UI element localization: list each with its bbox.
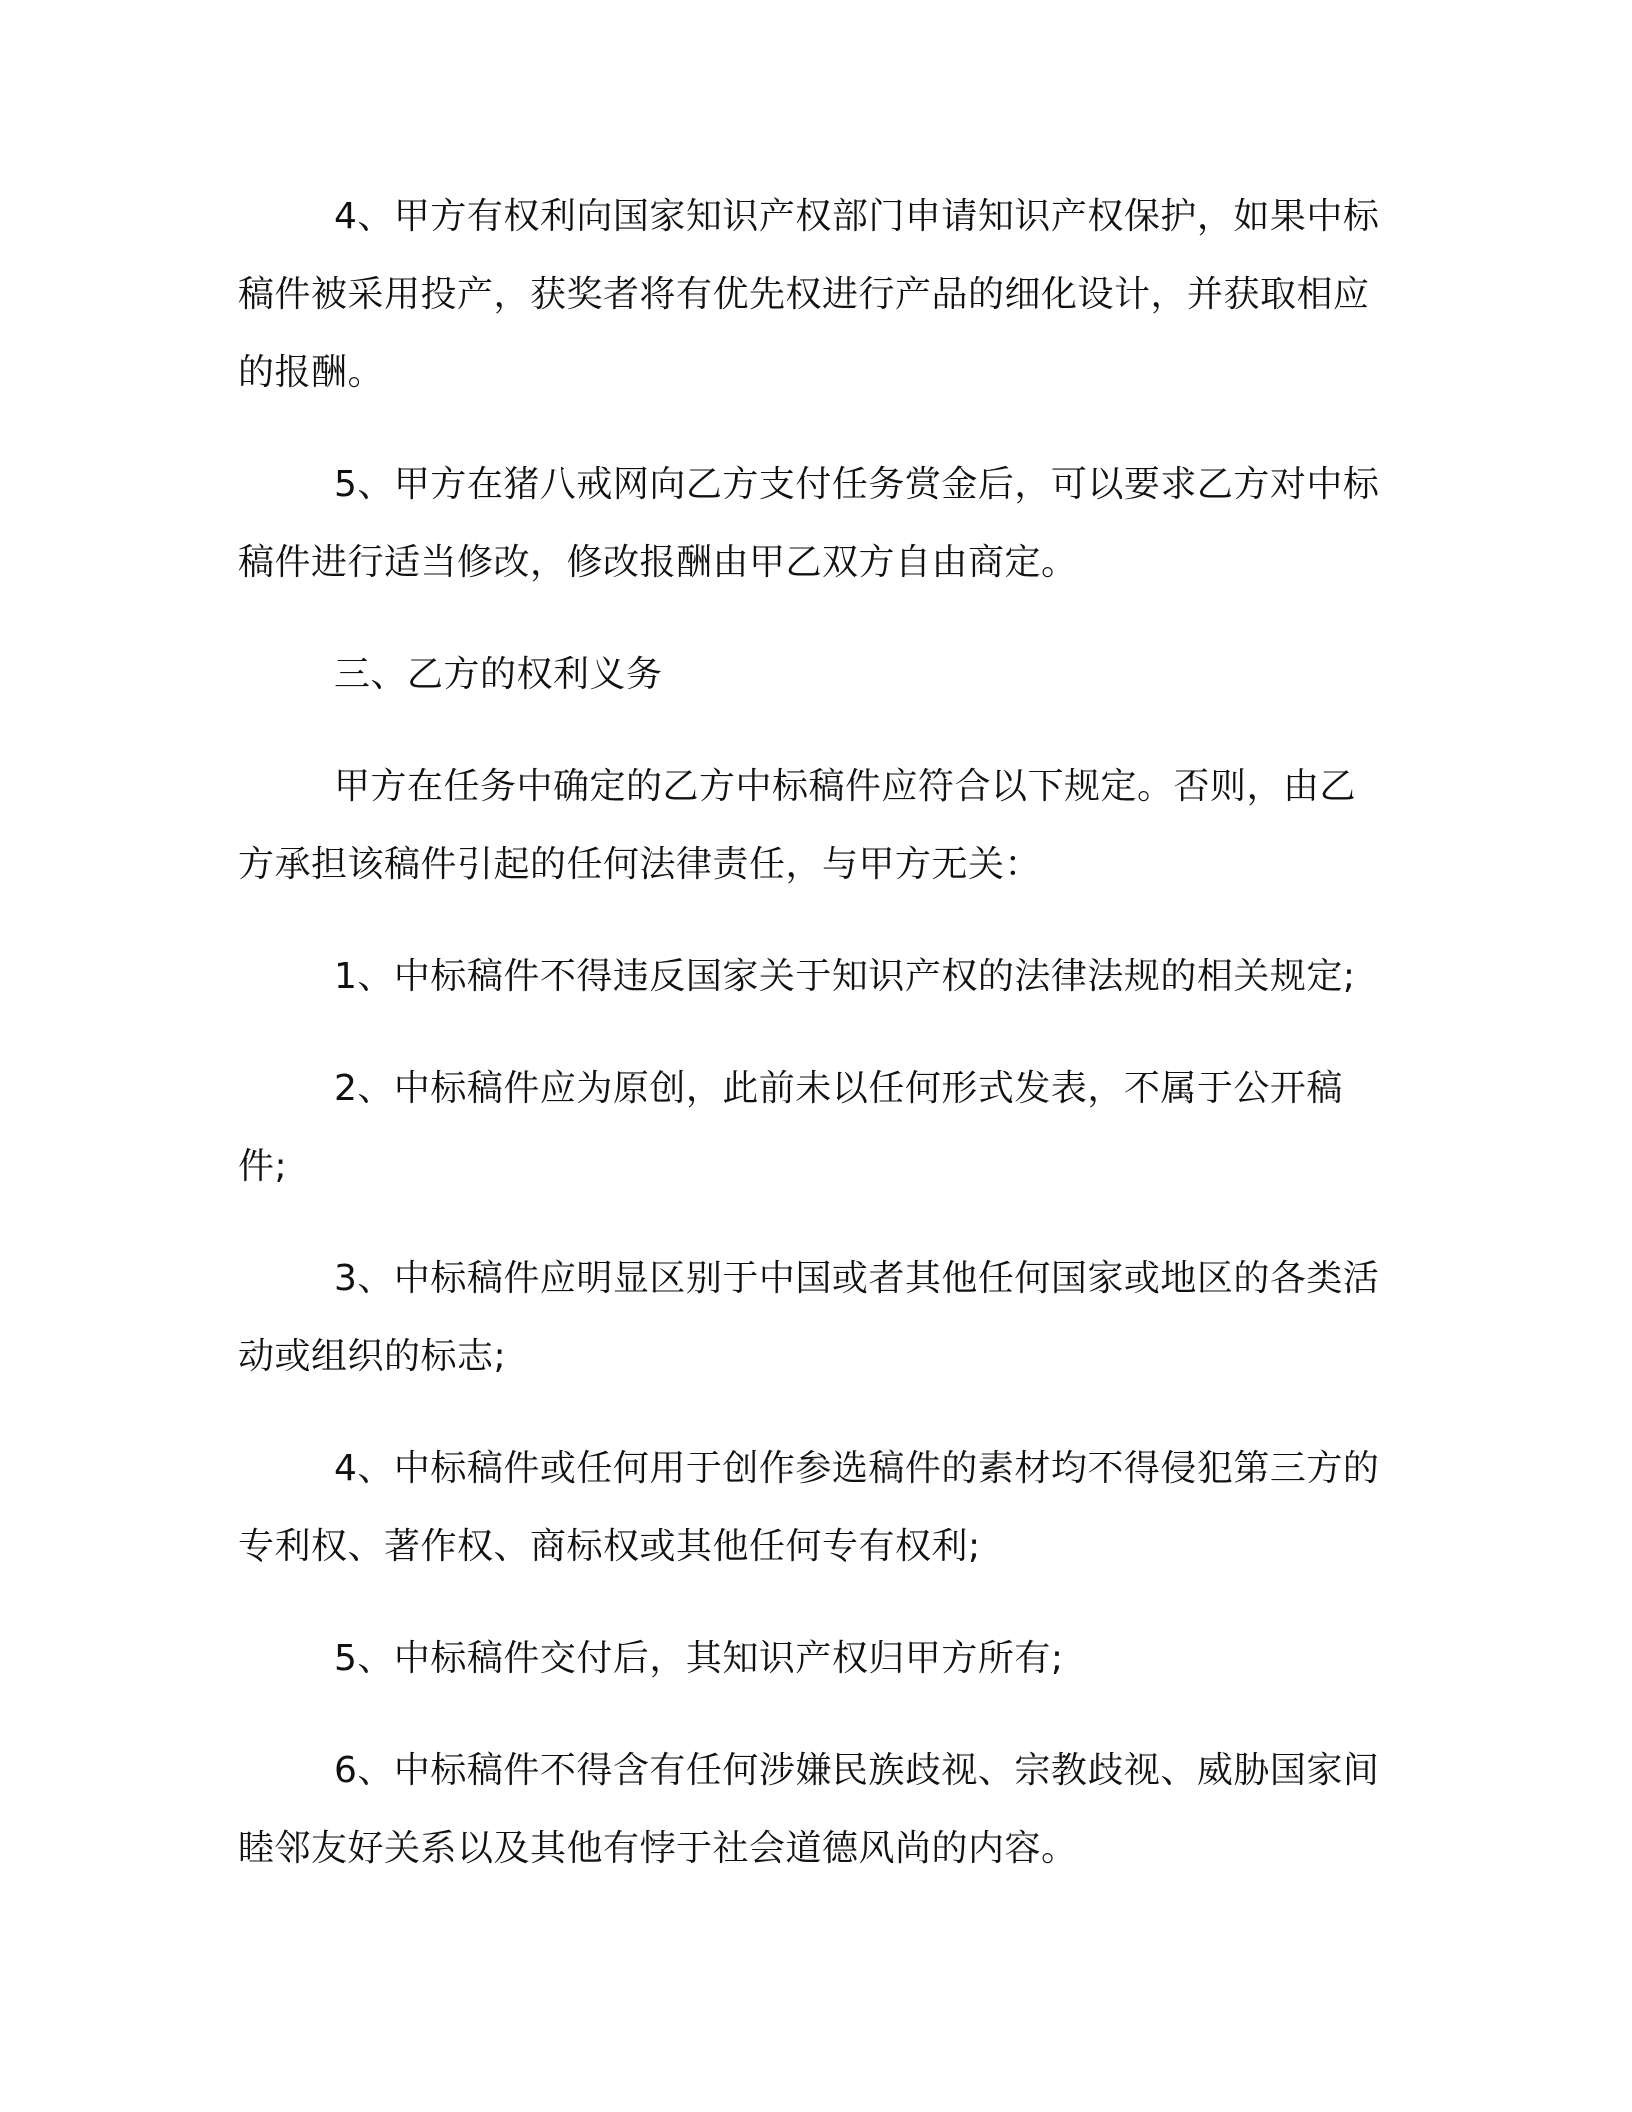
list-item-6: 6、中标稿件不得含有任何涉嫌民族歧视、宗教歧视、威胁国家间睦邻友好关系以及其他有悖于社会道德风尚的内容。 [238, 1750, 1380, 1869]
section-heading-party-b-rights: 三、乙方的权利义务 [334, 654, 663, 695]
list-item-3: 3、中标稿件应明显区别于中国或者其他任何国家或地区的各类活动或组织的标志; [238, 1258, 1380, 1377]
list-item-5: 5、中标稿件交付后，其知识产权归甲方所有; [334, 1638, 1064, 1679]
list-item-4: 4、中标稿件或任何用于创作参选稿件的素材均不得侵犯第三方的专利权、著作权、商标权或其他任何专有权利; [238, 1448, 1380, 1567]
paragraph-party-b-intro: 甲方在任务中确定的乙方中标稿件应符合以下规定。否则，由乙方承担该稿件引起的任何法律责任，与甲方无关： [238, 766, 1357, 885]
list-item-2: 2、中标稿件应为原创，此前未以任何形式发表，不属于公开稿件; [238, 1068, 1343, 1187]
list-item-1: 1、中标稿件不得违反国家关于知识产权的法律法规的相关规定; [334, 956, 1356, 997]
document-page [238, 178, 1388, 1922]
paragraph-party-a-modification: 5、甲方在猪八戒网向乙方支付任务赏金后，可以要求乙方对中标稿件进行适当修改，修改报酬由甲乙双方自由商定。 [238, 464, 1380, 583]
paragraph-party-a-ip-protection: 4、甲方有权利向国家知识产权部门申请知识产权保护，如果中标稿件被采用投产，获奖者将有优先权进行产品的细化设计，并获取相应的报酬。 [238, 196, 1380, 393]
